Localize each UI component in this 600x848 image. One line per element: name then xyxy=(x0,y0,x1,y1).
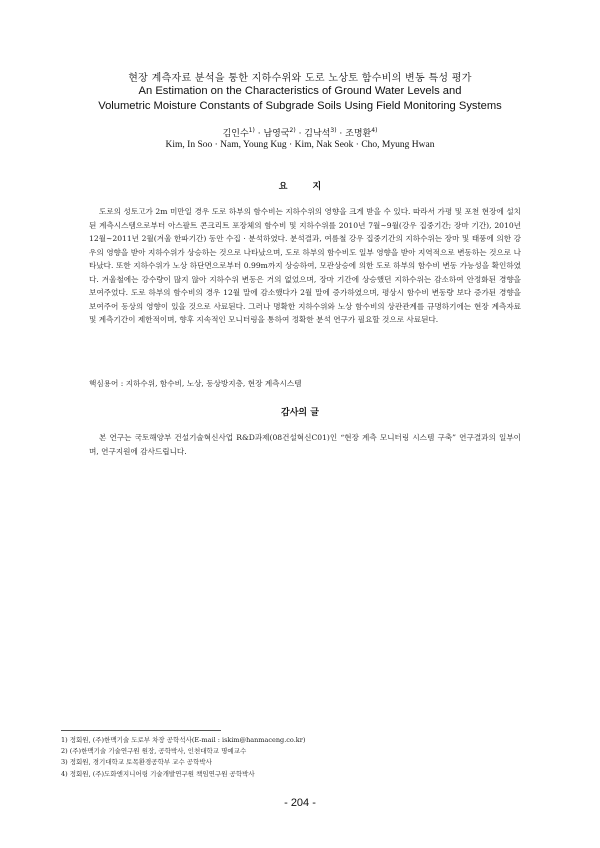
author-4: 조명환$^{4)}$ xyxy=(345,127,378,139)
author-1: 김인수$^{1)}$ xyxy=(222,127,255,139)
abstract-heading: 요 지 xyxy=(278,182,322,192)
title-english xyxy=(40,84,560,113)
authors-english: Kim, In Soo · Nam, Young Kug · Kim, Nak Seok · Cho, Myung Hwan xyxy=(165,140,435,150)
footnote-2: 2) (주)한맥기술 기술연구원 원장, 공학박사, 인천대학교 명예교수 xyxy=(61,747,247,756)
title-english-line-2: Volumetric Moisture Constants of Subgrade Soils Using Field Monitoring Systems xyxy=(98,99,502,112)
page-number: - 204 - xyxy=(284,797,316,809)
footnote-divider xyxy=(61,730,221,731)
footnotes xyxy=(61,735,531,780)
footnote-4: 4) 정회원, (주)도화엔지니어링 기술개발연구원 책임연구원 공학박사 xyxy=(61,769,255,778)
title-english-line-1: An Estimation on the Characteristics of Ground Water Levels and xyxy=(138,85,462,97)
acknowledgment-text: 본 연구는 국토해양부 건설기술혁신사업 R&D과제(08건설혁신C01)인 “현장 계측 모니터링 시스템 구축” 연구결과의 일부이며, 연구지원에 감사드립니다. xyxy=(89,433,521,456)
author-2: 남영국$^{2)}$ xyxy=(263,127,296,139)
footnote-1: 1) 정회원, (주)한맥기술 도로부 차장 공학석사(E-mail : iskim@hanmaceng.co.kr) xyxy=(61,736,306,744)
authors-korean: 김인수$^{1)}$ · 남영국$^{2)}$ · 김낙석$^{3)}$ · 조명환$^{4)}$ xyxy=(222,127,378,139)
title-korean: 현장 계측자료 분석을 통한 지하수위와 도로 노상토 함수비의 변동 특성 평가 xyxy=(128,73,472,84)
footnote-3: 3) 정회원, 경기대학교 토목환경공학부 교수 공학박사 xyxy=(61,758,212,767)
acknowledgment-heading: 감사의 글 xyxy=(281,408,319,418)
abstract-text: 도로의 성토고가 2m 미만일 경우 도로 하부의 함수비는 지하수위의 영향을 크게 받을 수 있다. 따라서 가평 및 포천 현장에 설치된 계측시스템으로부터 아스팔트 콘크리트 포장체의 함수비 및 지하수위를 2010년 7월~9월(강우 집중기간; 장마 기간), 2010년 12월~2011년 2월(겨울 한파기간) 동안 수집 · 분석하였다. 분석결과, 여름철 강우 집중기간의 지하수위는 장마 및 태풍에 의한 강우의 영향을 받아 지하수위가 상승하는 것으로 나타났으며, 도로 하부의 함수비도 일부 영향을 받아 지역적으로 변동하는 것으로 나타났다. 또한 지하수위가 노상 하단면으로부터 0.99m까지 상승하여, 모관상승에 의한 도로 하부의 함수비 변동 가능성을 확인하였다. 겨울철에는 강수량이 많지 않아 지하수위 변동은 거의 없었으며, 장마 기간에 상승했던 지하수위는 감소하여 안정화된 경향을 보여주었다. 도로 하부의 함수비의 경우 12월 말에 감소했다가 2월 말에 증가하였으며, 평상시 함수비 변동량 보다 증가된 경향을 보여주어 동상의 영향이 있을 것으로 사료된다. 그러나 명확한 지하수위와 노상 함수비의 상관관계를 규명하기에는 현장 계측자료 및 계측기간이 제한적이며, 향후 지속적인 모니터링을 통하여 정확한 분석 연구가 필요할 것으로 사료된다. xyxy=(89,207,521,324)
author-3: 김낙석$^{3)}$ xyxy=(304,127,337,139)
keywords: 핵심용어 : 지하수위, 함수비, 노상, 동상방지층, 현장 계측시스템 xyxy=(89,379,302,388)
